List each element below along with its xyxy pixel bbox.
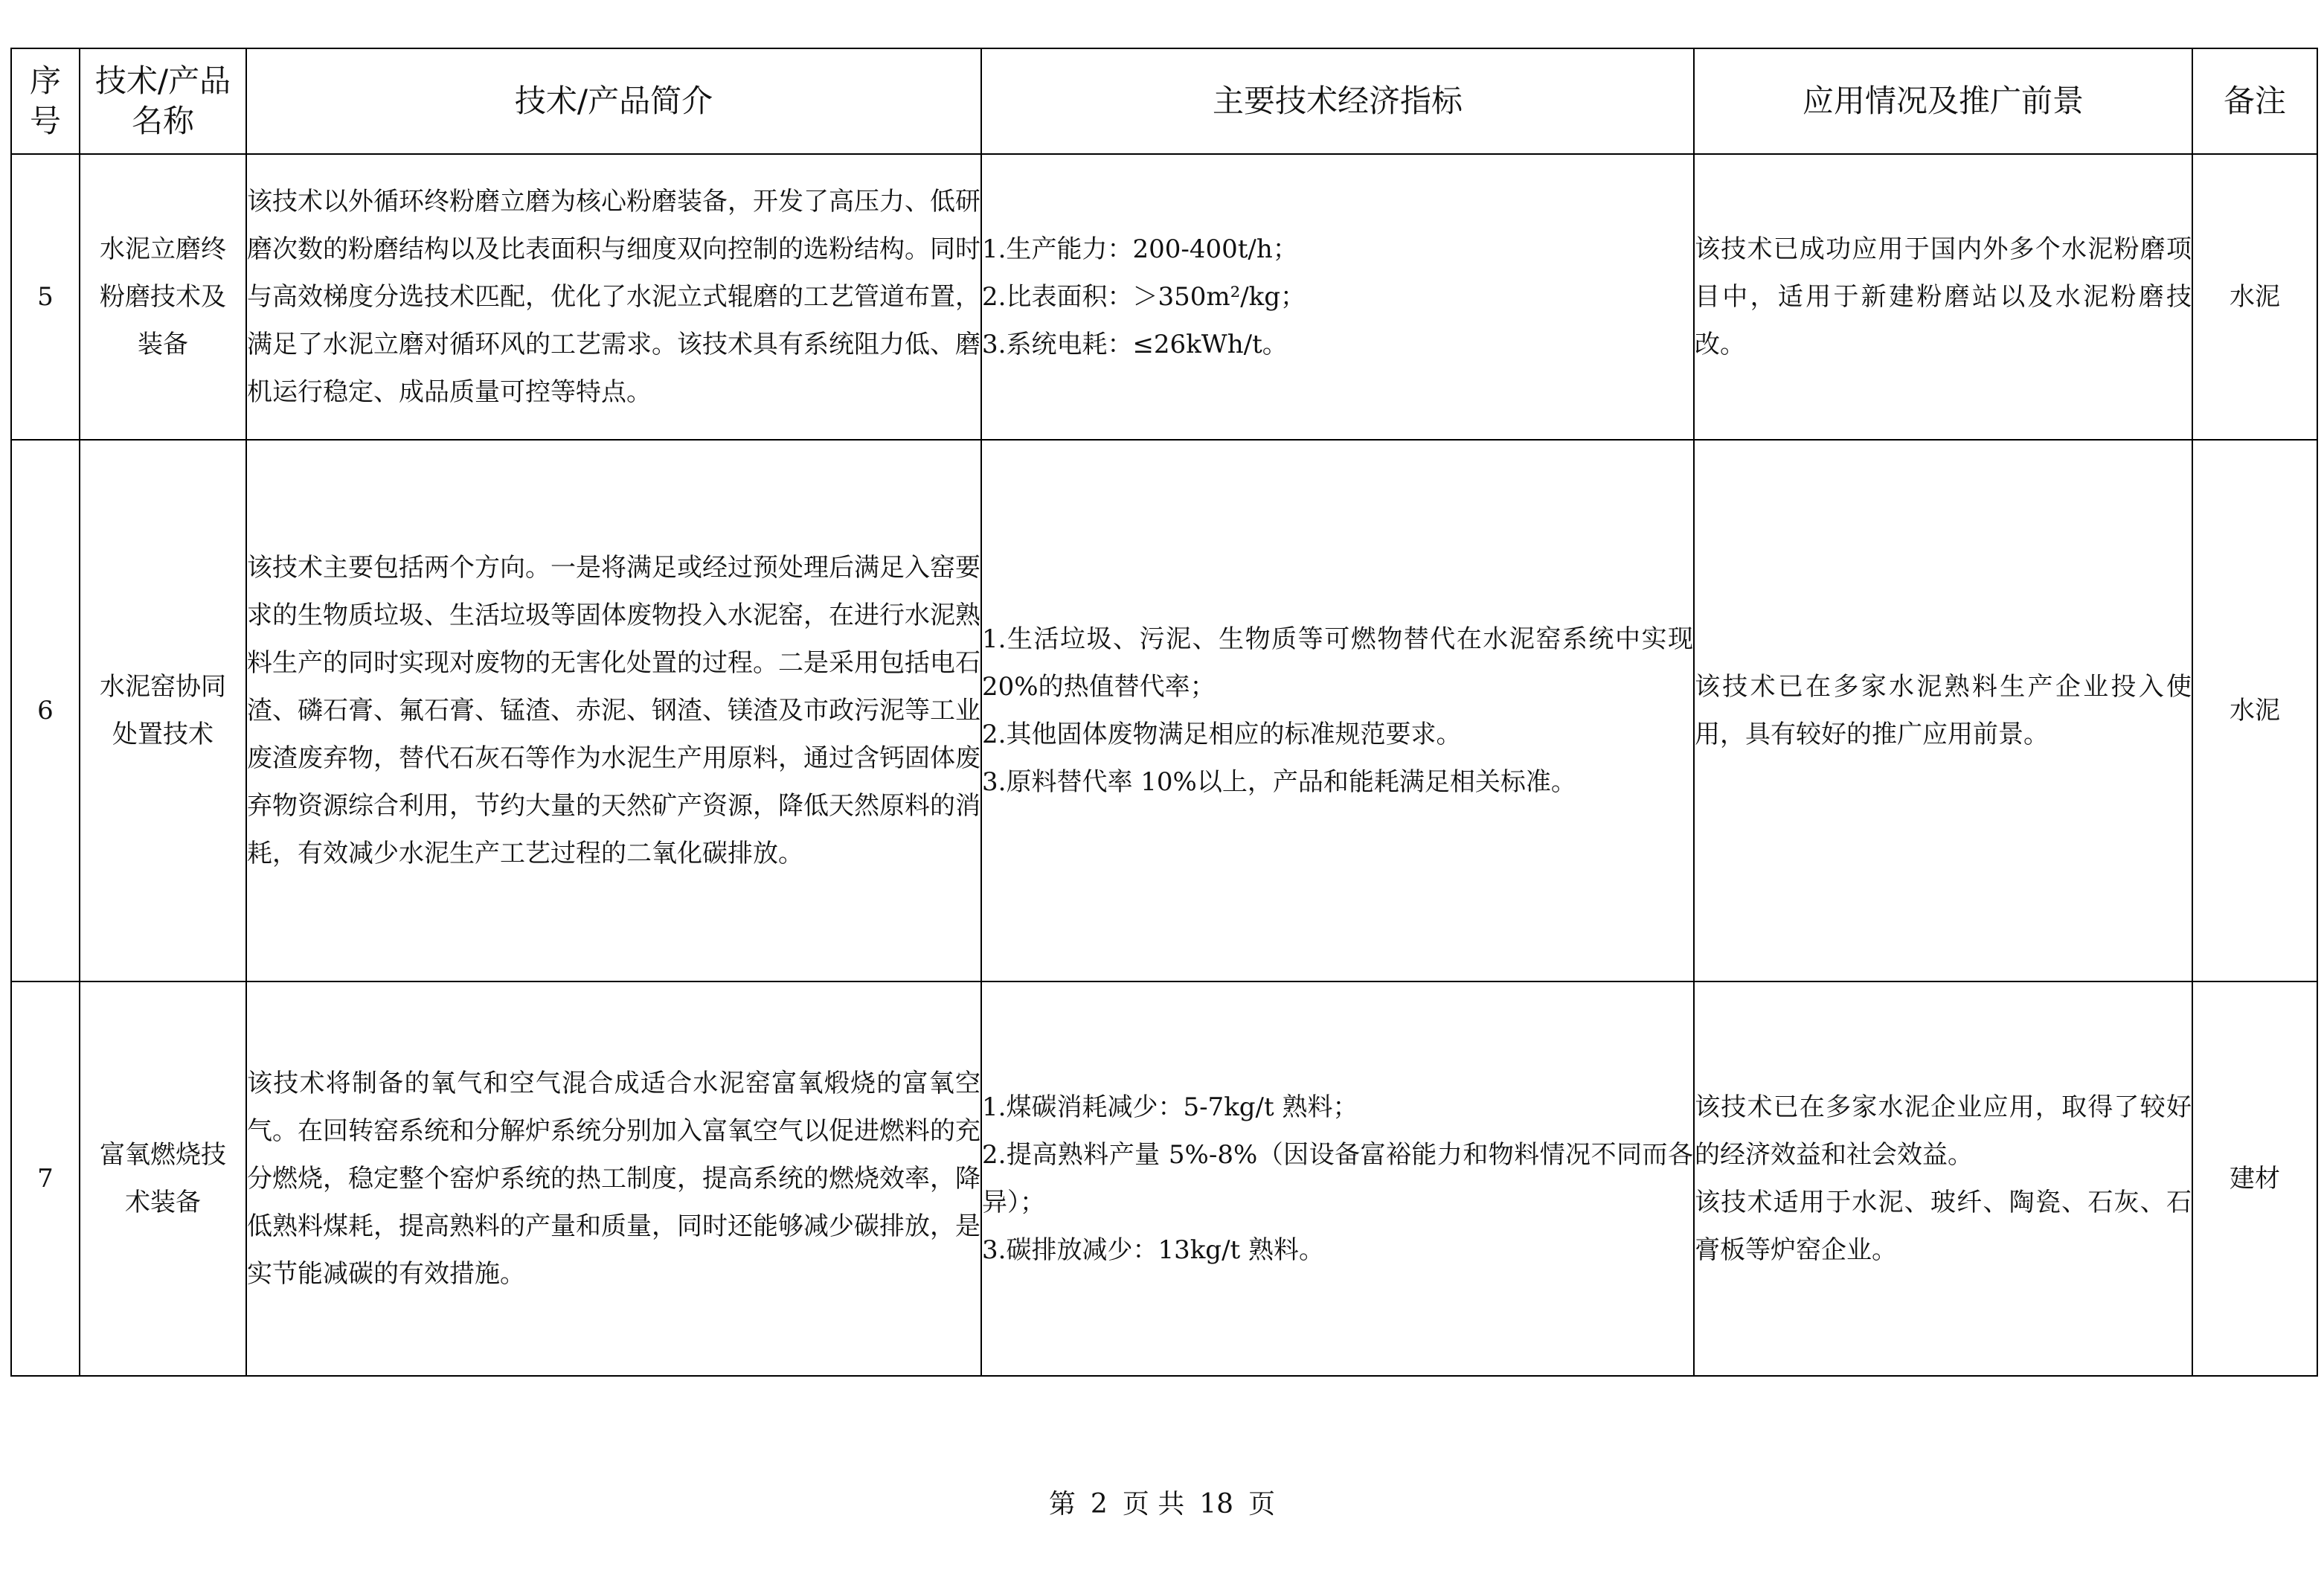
row-application: 该技术已成功应用于国内外多个水泥粉磨项目中，适用于新建粉磨站以及水泥粉磨技改。 bbox=[1694, 154, 2192, 440]
row-index: 6 bbox=[11, 440, 80, 981]
row-intro: 该技术主要包括两个方向。一是将满足或经过预处理后满足入窑要求的生物质垃圾、生活垃圾等固体废物投入水泥窑，在进行水泥熟料生产的同时实现对废物的无害化处置的过程。二是采用包括电石渣、磷石膏、氟石膏、锰渣、赤泥、钢渣、镁渣及市政污泥等工业废渣废弃物，替代石灰石等作为水泥生产用原料，通过含钙固体废弃物资源综合利用，节约大量的天然矿产资源，降低天然原料的消耗，有效减少水泥生产工艺过程的二氧化碳排放。 bbox=[246, 440, 981, 981]
row-intro: 该技术将制备的氧气和空气混合成适合水泥窑富氧煅烧的富氧空气。在回转窑系统和分解炉系统分别加入富氧空气以促进燃料的充分燃烧，稳定整个窑炉系统的热工制度，提高系统的燃烧效率，降低熟料煤耗，提高熟料的产量和质量，同时还能够减少碳排放，是实节能减碳的有效措施。 bbox=[246, 981, 981, 1376]
header-intro: 技术/产品简介 bbox=[246, 48, 981, 154]
table-row bbox=[11, 440, 2317, 981]
technology-table bbox=[10, 48, 2318, 1377]
header-indicators: 主要技术经济指标 bbox=[981, 48, 1694, 154]
header-application: 应用情况及推广前景 bbox=[1694, 48, 2192, 154]
row-indicators: 1.生活垃圾、污泥、生物质等可燃物替代在水泥窑系统中实现 20%的热值替代率； 2.其他固体废物满足相应的标准规范要求。 3.原料替代率 10%以上，产品和能耗满足相关标准。 bbox=[981, 440, 1694, 981]
table-row bbox=[11, 981, 2317, 1376]
row-application: 该技术已在多家水泥企业应用，取得了较好的经济效益和社会效益。 该技术适用于水泥、玻纤、陶瓷、石灰、石膏板等炉窑企业。 bbox=[1694, 981, 2192, 1376]
row-intro: 该技术以外循环终粉磨立磨为核心粉磨装备，开发了高压力、低研磨次数的粉磨结构以及比表面积与细度双向控制的选粉结构。同时与高效梯度分选技术匹配，优化了水泥立式辊磨的工艺管道布置，满足了水泥立磨对循环风的工艺需求。该技术具有系统阻力低、磨机运行稳定、成品质量可控等特点。 bbox=[246, 154, 981, 440]
row-indicators: 1.煤碳消耗减少：5-7kg/t 熟料； 2.提高熟料产量 5%-8%（因设备富裕能力和物料情况不同而各异）； 3.碳排放减少：13kg/t 熟料。 bbox=[981, 981, 1694, 1376]
header-row bbox=[11, 48, 2317, 154]
row-remark: 水泥 bbox=[2192, 154, 2317, 440]
row-indicators: 1.生产能力：200-400t/h； 2.比表面积：＞350m²/kg； 3.系统电耗：≤26kWh/t。 bbox=[981, 154, 1694, 440]
row-name: 水泥窑协同 处置技术 bbox=[80, 440, 246, 981]
row-index: 5 bbox=[11, 154, 80, 440]
header-name: 技术/产品 名称 bbox=[80, 48, 246, 154]
page-number: 第 2 页 共 18 页 bbox=[1048, 1489, 1276, 1519]
table-row bbox=[11, 154, 2317, 440]
header-index: 序 号 bbox=[11, 48, 80, 154]
row-name: 富氧燃烧技 术装备 bbox=[80, 981, 246, 1376]
header-remark: 备注 bbox=[2192, 48, 2317, 154]
row-index: 7 bbox=[11, 981, 80, 1376]
row-remark: 建材 bbox=[2192, 981, 2317, 1376]
row-name: 水泥立磨终 粉磨技术及 装备 bbox=[80, 154, 246, 440]
row-remark: 水泥 bbox=[2192, 440, 2317, 981]
row-application: 该技术已在多家水泥熟料生产企业投入使用，具有较好的推广应用前景。 bbox=[1694, 440, 2192, 981]
